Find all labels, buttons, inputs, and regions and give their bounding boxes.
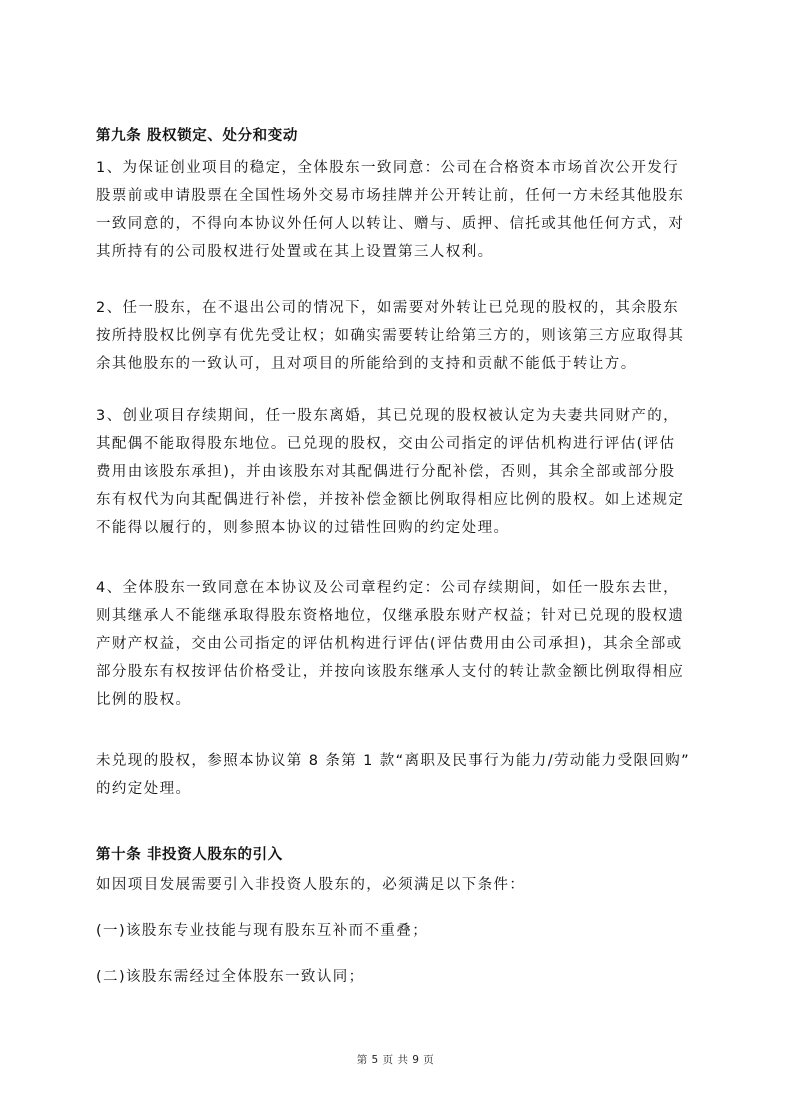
text-line: (一)该股东专业技能与现有股东互补而不重叠； <box>96 923 429 939</box>
text-line: 4、全体股东一致同意在本协议及公司章程约定：公司存续期间，如任一股东去世， <box>96 580 680 596</box>
text-line: 产财产权益，交由公司指定的评估机构进行评估(评估费用由公司承担)，其余全部或 <box>96 636 683 652</box>
text-line: (二)该股东需经过全体股东一致认同； <box>96 969 365 985</box>
section-9-paragraph-5 <box>96 747 706 803</box>
text-line: 未兑现的股权，参照本协议第 8 条第 1 款“离职及民事行为能力/劳动能力受限回购” <box>96 753 691 769</box>
text-line: 的约定处理。 <box>96 781 192 797</box>
section-10-item-1 <box>96 917 706 945</box>
section-9-heading-block <box>96 126 706 146</box>
section-9-paragraph-4 <box>96 574 706 714</box>
section-9-paragraph-1 <box>96 154 706 266</box>
section-9-paragraph-3 <box>96 402 706 542</box>
text-line: 不能得以履行的，则参照本协议的过错性回购的约定处理。 <box>96 520 510 536</box>
text-line: 其所持有的公司股权进行处置或在其上设置第三人权利。 <box>96 244 494 260</box>
text-line: 其配偶不能取得股东地位。已兑现的股权，交由公司指定的评估机构进行评估(评估 <box>96 436 676 452</box>
text-line: 东有权代为向其配偶进行补偿，并按补偿金额比例取得相应比例的股权。如上述规定 <box>96 492 685 508</box>
text-line: 余其他股东的一致认可，且对项目的所能给到的支持和贡献不能低于转让方。 <box>96 356 637 372</box>
text-line: 部分股东有权按评估价格受让，并按向该股东继承人支付的转让款金额比例取得相应 <box>96 664 685 680</box>
text-line: 2、任一股东，在不退出公司的情况下，如需要对外转让已兑现的股权的，其余股东 <box>96 300 680 316</box>
text-line: 如因项目发展需要引入非投资人股东的，必须满足以下条件： <box>96 877 526 893</box>
text-line: 股票前或申请股票在全国性场外交易市场挂牌并公开转让前，任何一方未经其他股东 <box>96 188 685 204</box>
text-line: 则其继承人不能继承取得股东资格地位，仅继承股东财产权益；针对已兑现的股权遗 <box>96 608 685 624</box>
text-line: 一致同意的，不得向本协议外任何人以转让、赠与、质押、信托或其他任何方式，对 <box>96 216 685 232</box>
section-9-heading: 第九条 股权锁定、处分和变动 <box>96 128 298 144</box>
section-10-intro <box>96 871 706 899</box>
section-9-paragraph-2 <box>96 294 706 378</box>
text-line: 按所持股权比例享有优先受让权；如确实需要转让给第三方的，则该第三方应取得其 <box>96 328 685 344</box>
section-10-heading: 第十条 非投资人股东的引入 <box>96 847 283 863</box>
section-10-item-2 <box>96 963 706 991</box>
text-line: 比例的股权。 <box>96 692 192 708</box>
text-line: 1、为保证创业项目的稳定，全体股东一致同意：公司在合格资本市场首次公开发行 <box>96 160 680 176</box>
section-10-heading-block <box>96 845 706 865</box>
page-number-footer: 第 5 页 共 9 页 <box>356 1054 435 1066</box>
text-line: 3、创业项目存续期间，任一股东离婚，其已兑现的股权被认定为夫妻共同财产的， <box>96 408 680 424</box>
text-line: 费用由该股东承担)，并由该股东对其配偶进行分配补偿，否则，其余全部或部分股 <box>96 464 676 480</box>
